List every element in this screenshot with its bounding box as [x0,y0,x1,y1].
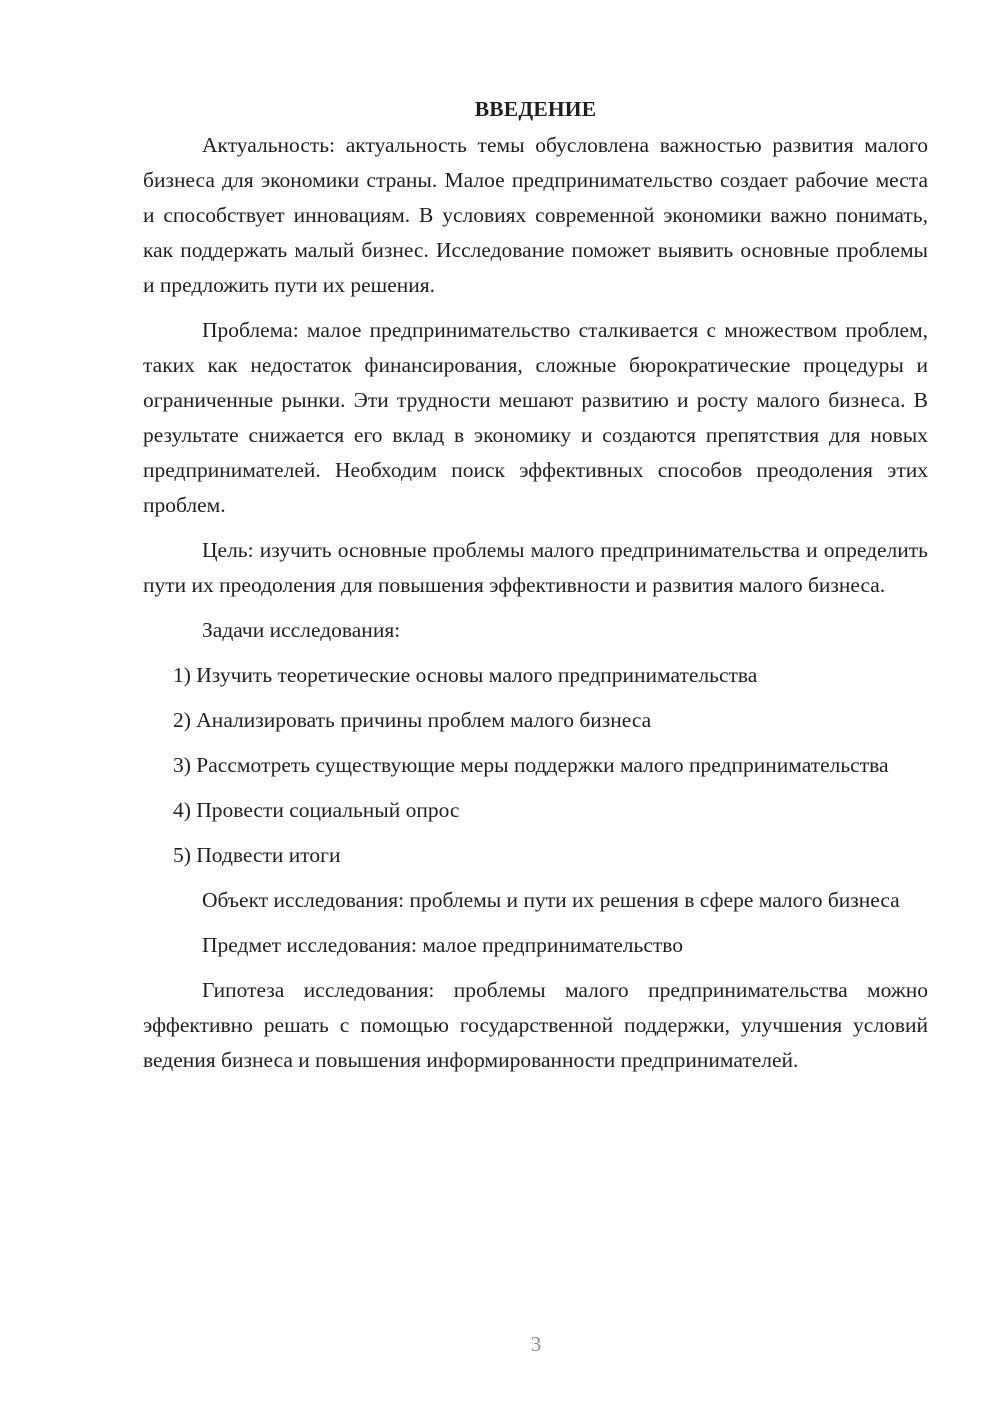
list-item: 2) Анализировать причины проблем малого бизнеса [173,708,652,732]
paragraph-object: Объект исследования: проблемы и пути их решения в сфере малого бизнеса [202,888,900,912]
list-item: 4) Провести социальный опрос [173,798,460,822]
paragraph-hypothesis: Гипотеза исследования: проблемы малого предпринимательства можно эффективно решать с помощью государственной поддержки, улучшения условий ведения бизнеса и повышения информированности предпринимателей. [143,978,928,1072]
paragraph-goal: Цель: изучить основные проблемы малого предпринимательства и определить пути их преодоления для повышения эффективности и развития малого бизнеса. [143,538,928,597]
list-item: 3) Рассмотреть существующие меры поддержки малого предпринимательства [173,753,889,777]
document-page [143,92,928,1088]
paragraph-subject: Предмет исследования: малое предпринимательство [202,933,684,957]
page-title: ВВЕДЕНИЕ [474,97,597,121]
list-item: 1) Изучить теоретические основы малого предпринимательства [173,663,758,687]
list-item: 5) Подвести итоги [173,843,341,867]
tasks-list [143,658,928,873]
paragraph-problem: Проблема: малое предпринимательство сталкивается с множеством проблем, таких как недостаток финансирования, сложные бюрократические процедуры и ограниченные рынки. Эти трудности мешают развитию и росту малого бизнеса. В результате снижается его вклад в экономику и создаются препятствия для новых предпринимателей. Необходим поиск эффективных способов преодоления этих проблем. [143,318,928,517]
page-number: 3 [530,1332,542,1356]
tasks-heading: Задачи исследования: [202,618,401,642]
paragraph-relevance: Актуальность: актуальность темы обусловлена важностью развития малого бизнеса для экономики страны. Малое предпринимательство создает рабочие места и способствует инновациям. В условиях современной экономики важно понимать, как поддержать малый бизнес. Исследование поможет выявить основные проблемы и предложить пути их решения. [143,133,928,297]
